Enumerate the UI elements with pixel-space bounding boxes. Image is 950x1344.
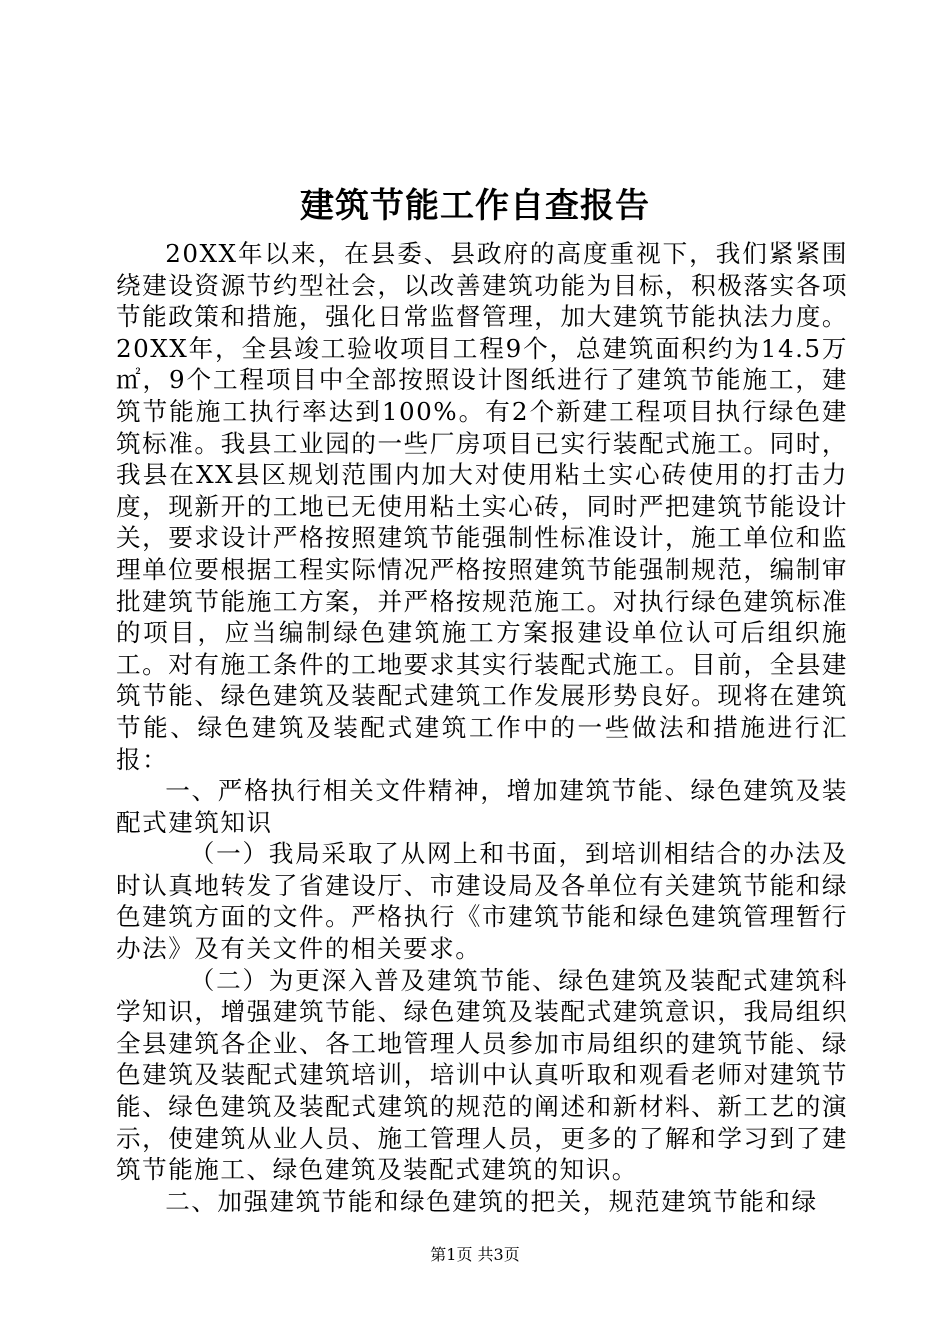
section-heading-2: 二、加强建筑节能和绿色建筑的把关，规范建筑节能和绿 (165, 1186, 818, 1216)
page-footer: 第1页 共3页 (430, 1245, 520, 1264)
paragraph-1-2: （二）为更深入普及建筑节能、绿色建筑及装配式建筑科学知识，增强建筑节能、绿色建筑及装配式建筑意识，我局组织全县建筑各企业、各工地管理人员参加市局组织的建筑节能、绿色建筑及装配式建筑培训，培训中认真听取和观看老师对建筑节能、绿色建筑及装配式建筑的规范的阐述和新材料、新工艺的演示，使建筑从业人员、施工管理人员，更多的了解和学习到了建筑节能施工、绿色建筑及装配式建筑的知识。 (116, 965, 848, 1185)
section-heading-1: 一、严格执行相关文件精神，增加建筑节能、绿色建筑及装配式建筑知识 (116, 776, 848, 837)
paragraph-1-1: （一）我局采取了从网上和书面，到培训相结合的办法及时认真地转发了省建设厅、市建设局及各单位有关建筑节能和绿色建筑方面的文件。严格执行《市建筑节能和绿色建筑管理暂行办法》及有关文件的相关要求。 (116, 839, 848, 964)
paragraph-intro: 20XX年以来，在县委、县政府的高度重视下，我们紧紧围绕建设资源节约型社会，以改善建筑功能为目标，积极落实各项节能政策和措施，强化日常监督管理，加大建筑节能执法力度。20XX年，全县竣工验收项目工程9个，总建筑面积约为14.5万㎡，9个工程项目中全部按照设计图纸进行了建筑节能施工，建筑节能施工执行率达到100%。有2个新建工程项目执行绿色建筑标准。我县工业园的一些厂房项目已实行装配式施工。同时，我县在XX县区规划范围内加大对使用粘土实心砖使用的打击力度，现新开的工地已无使用粘土实心砖，同时严把建筑节能设计关，要求设计严格按照建筑节能强制性标准设计，施工单位和监理单位要根据工程实际情况严格按照建筑节能强制规范，编制审批建筑节能施工方案，并严格按规范施工。对执行绿色建筑标准的项目，应当编制绿色建筑施工方案报建设单位认可后组织施工。对有施工条件的工地要求其实行装配式施工。目前，全县建筑节能、绿色建筑及装配式建筑工作发展形势良好。现将在建筑节能、绿色建筑及装配式建筑工作中的一些做法和措施进行汇报： (116, 239, 848, 774)
document-title: 建筑节能工作自查报告 (300, 186, 650, 226)
document-body (116, 238, 848, 1217)
